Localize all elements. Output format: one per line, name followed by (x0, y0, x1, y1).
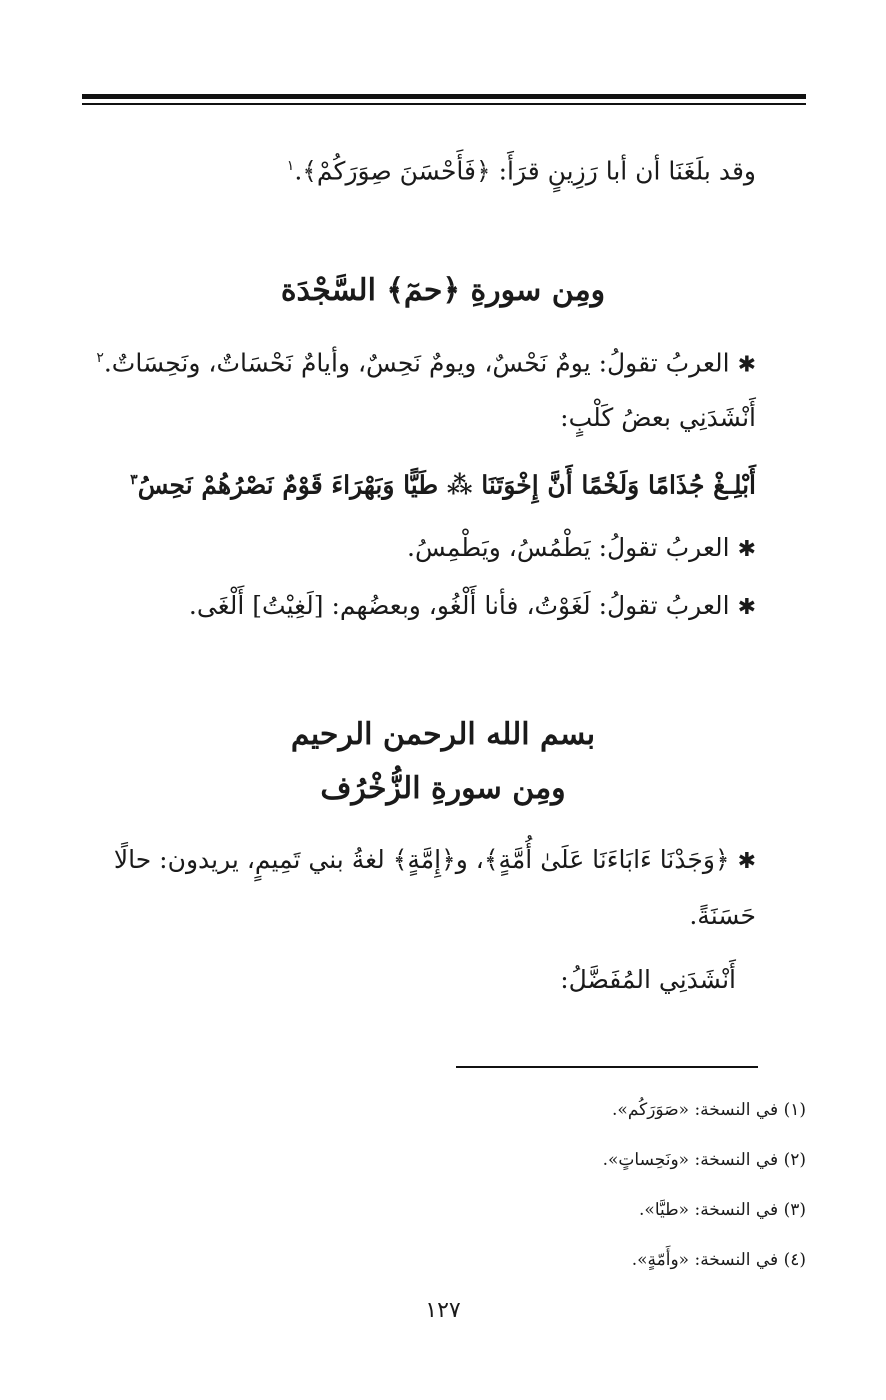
poetry-verse (130, 460, 756, 505)
footnote-1: (١) في النسخة: «صَوَرَكُم». (612, 1100, 806, 1120)
entry-text-cont: حَسَنَةً. (689, 901, 756, 930)
footnote-ref: ٣ (130, 472, 138, 488)
footnote-4: (٤) في النسخة: «وأَمّةٍ». (631, 1250, 806, 1270)
entry-umma (114, 840, 756, 882)
section-title-sajda: ومِن سورةِ ﴿حمٓ﴾ السَّجْدَة (280, 273, 606, 308)
section-title-zukhruf: ومِن سورةِ الزُّخْرُف (320, 771, 566, 806)
basmala: بسم الله الرحمن الرحيم (290, 717, 596, 752)
entry-yatmus (407, 528, 756, 570)
entry-text: العربُ تقولُ: يومٌ نَحْسٌ، ويومٌ نَحِسٌ، وأيامٌ نَحْسَاتٌ، ونَحِسَاتٌ. (103, 348, 730, 378)
verse-second-hemistich: طَيًّا وَبَهْرَاءَ قَوْمٌ نَصْرُهُمْ نَحِسُ (137, 470, 439, 500)
recited-by-kalb: أَنْشَدَنِي بعضُ كَلْبٍ: (560, 403, 756, 432)
footnote-ref: ٢ (96, 350, 104, 366)
entry-text: العربُ تقولُ: يَطْمُسُ، ويَطْمِسُ. (407, 533, 730, 562)
bullet-icon: ✱ (737, 537, 756, 562)
header-rule-thin (82, 103, 806, 105)
bullet-icon: ✱ (737, 595, 756, 620)
footnote-rule (456, 1066, 758, 1068)
entry-text: ﴿وَجَدْنَا ءَابَاءَنَا عَلَىٰ أُمَّةٍ﴾، و﴿إِمَّةٍ﴾ لغةُ بني تَمِيمٍ، يريدون: حالًا (113, 845, 730, 874)
bullet-icon: ✱ (737, 352, 756, 378)
recited-by-mufaddal: أَنْشَدَنِي المُفَضَّلُ: (560, 965, 736, 994)
header-rule-thick (82, 94, 806, 99)
verse-first-hemistich: أَبْلِـغْ جُذَامًا وَلَخْمًا أَنَّ إِخْوَتَنَا (481, 470, 756, 500)
entry-umma-cont (689, 896, 756, 936)
intro-text: وقد بلَغَنَا أن أبا رَزِينٍ قرَأَ: ﴿فَأَحْسَنَ صِوَرَكُمْ﴾. (294, 156, 756, 186)
entry-laghawtu (189, 586, 756, 628)
entry-nahs (96, 338, 756, 385)
intro-line (287, 146, 756, 191)
bullet-icon: ✱ (737, 849, 756, 874)
footnote-ref: ١ (286, 158, 295, 174)
footnote-2: (٢) في النسخة: «ونَحِساتٍ». (602, 1150, 806, 1170)
verse-separator: ⁂ (446, 470, 473, 500)
page-number: ١٢٧ (425, 1298, 461, 1323)
entry-text: العربُ تقولُ: لَغَوْتُ، فأنا أَلْغُو، وبعضُهم: [لَغِيْتُ] أَلْغَى. (188, 591, 730, 620)
footnote-3: (٣) في النسخة: «طيَّا». (639, 1200, 806, 1220)
